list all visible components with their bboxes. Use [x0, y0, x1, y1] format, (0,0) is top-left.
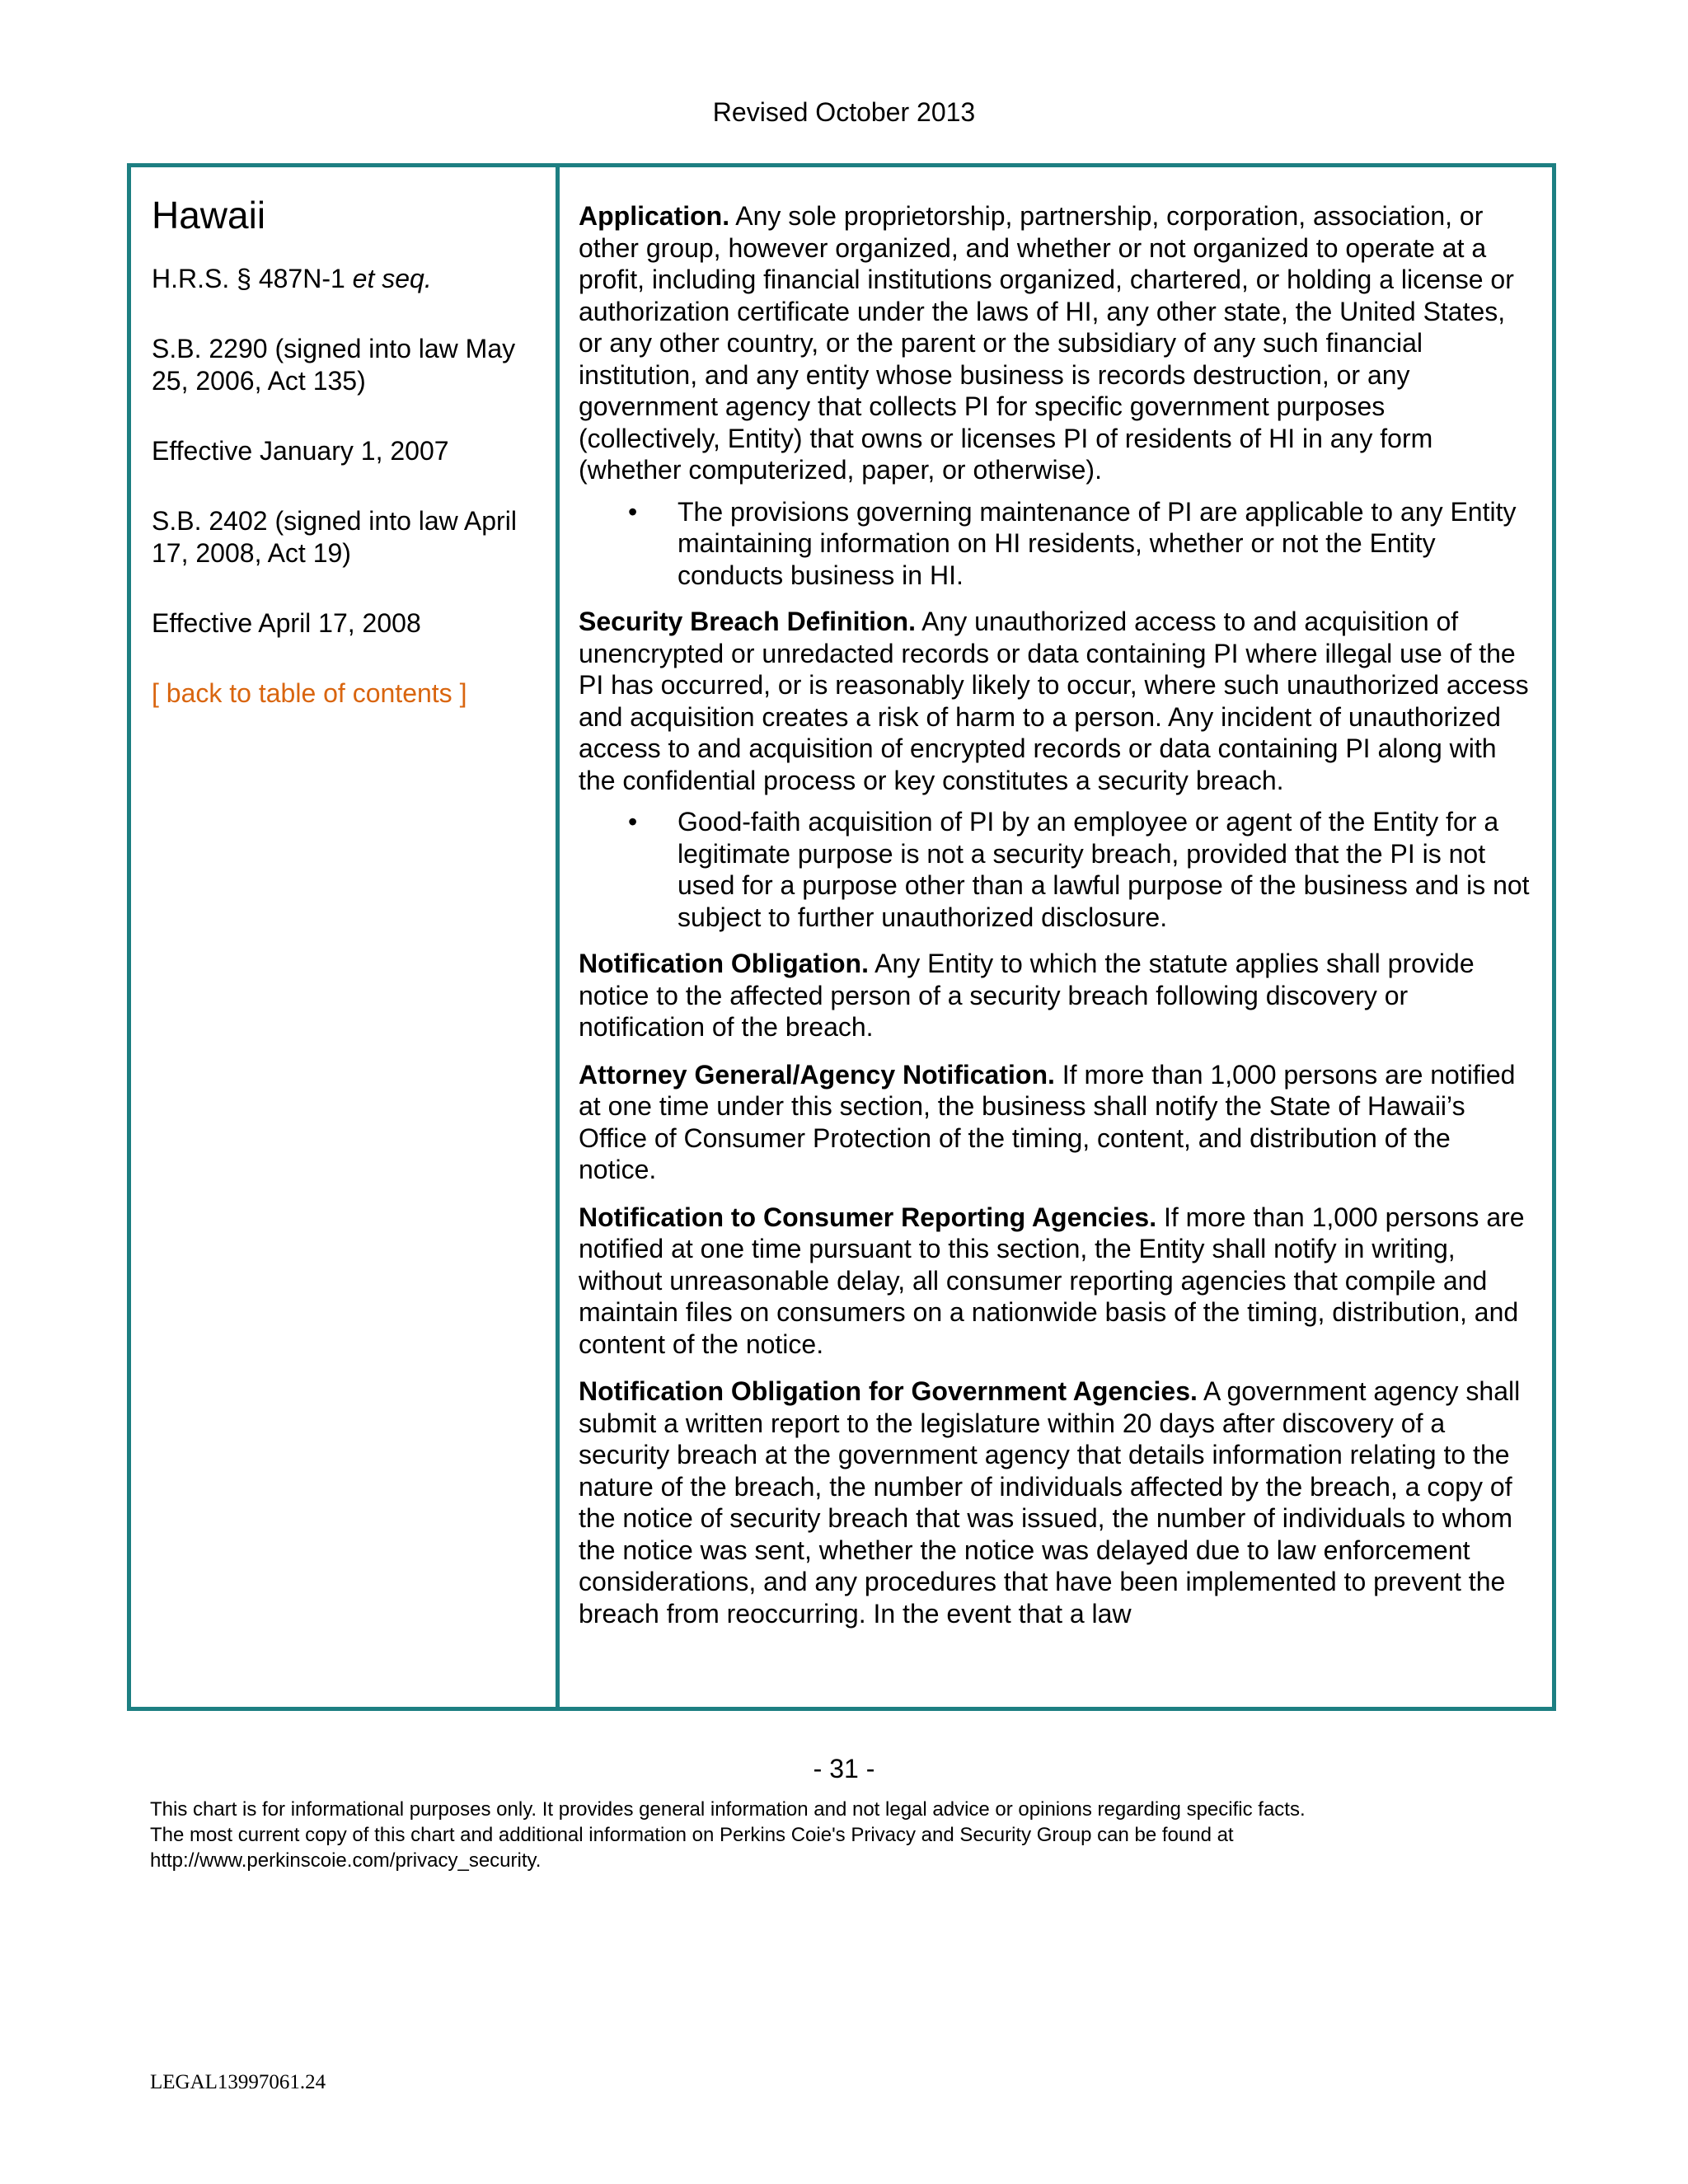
- disclaimer: [150, 1797, 1551, 1873]
- disclaimer-line: This chart is for informational purposes only. It provides general information and not legal advice or opinions regarding specific facts.: [150, 1798, 1306, 1821]
- effective-date-1: Effective January 1, 2007: [152, 436, 449, 466]
- page-number: - 31 -: [813, 1754, 875, 1783]
- bill-2402: S.B. 2402 (signed into law April 17, 2008, Act 19): [152, 506, 517, 568]
- notification-text: Any Entity to which the statute applies shall provide notice to the affected person of a security breach following discovery or notification of the breach.: [579, 949, 1475, 1042]
- back-to-contents-link[interactable]: [ back to table of contents ]: [152, 678, 467, 708]
- cra-text: If more than 1,000 persons are notified at one time pursuant to this section, the Entity shall notify in writing, without unreasonable delay, all consumer reporting agencies that compile and maintain files on consumers on a nationwide basis of the timing, distribution, and content of the notice.: [579, 1202, 1525, 1359]
- gov-heading: Notification Obligation for Government Agencies.: [579, 1376, 1198, 1406]
- breach-text: Any unauthorized access to and acquisition of unencrypted or unredacted records or data containing PI where illegal use of the PI has occurred, or is reasonably likely to occur, where such unauthorized access and acquisition creates a risk of harm to a person. Any incident of unauthorized access to and acquisition of encrypted records or data containing PI along with the confidential process or key constitutes a security breach.: [579, 607, 1529, 795]
- cra-heading: Notification to Consumer Reporting Agencies.: [579, 1202, 1157, 1232]
- breach-bullet: • Good-faith acquisition of PI by an employee or agent of the Entity for a legitimate purpose is not a security breach, provided that the PI is not used for a purpose other than a lawful purpose of the business and is not subject to further unauthorized disclosure.: [678, 806, 1534, 933]
- cra-section: [579, 1202, 1534, 1361]
- ag-section: [579, 1059, 1534, 1186]
- bill-2290: S.B. 2290 (signed into law May 25, 2006, Act 135): [152, 334, 516, 396]
- application-section: [579, 200, 1534, 486]
- state-info-column: [131, 167, 560, 1707]
- document-id: LEGAL13997061.24: [150, 2071, 326, 2093]
- effective-date-2: Effective April 17, 2008: [152, 608, 421, 638]
- notification-heading: Notification Obligation.: [579, 949, 869, 978]
- application-text: Any sole proprietorship, partnership, corporation, association, or other group, however organized, and whether or not organized to operate at a profit, including financial institutions organized, chartered, or holding a license or authorization certificate under the laws of HI, any other state, the United States, or any other country, or the parent or the subsidiary of any such financial institution, and any entity whose business is records destruction, or any government agency that collects PI for specific government purposes (collectively, Entity) that owns or licenses PI of residents of HI in any form (whether computerized, paper, or otherwise).: [579, 201, 1514, 485]
- disclaimer-line: The most current copy of this chart and additional information on Perkins Coie's Privacy and Security Group can be found at: [150, 1824, 1234, 1846]
- notification-section: [579, 948, 1534, 1043]
- revised-date: Revised October 2013: [712, 97, 976, 127]
- gov-text: A government agency shall submit a written report to the legislature within 20 days after discovery of a security breach at the government agency that details information relating to the nature of the breach, the number of individuals affected by the breach, a copy of the notice of security breach that was issued, the number of individuals to whom the notice was sent, whether the notice was delayed due to law enforcement considerations, and any procedures that have been implemented to prevent the breach from reoccurring. In the event that a law: [579, 1376, 1521, 1629]
- breach-bullets: [579, 806, 1534, 933]
- application-bullet: • The provisions governing maintenance of PI are applicable to any Entity maintaining information on HI residents, whether or not the Entity conducts business in HI.: [678, 496, 1534, 592]
- breach-section: [579, 606, 1534, 796]
- citation-text: H.R.S. § 487N-1: [152, 264, 353, 293]
- state-law-table: [127, 163, 1556, 1711]
- breach-heading: Security Breach Definition.: [579, 607, 916, 636]
- statute-details-column: [560, 167, 1552, 1707]
- ag-text: If more than 1,000 persons are notified at one time under this section, the business shall notify the State of Hawaii’s Office of Consumer Protection of the timing, content, and distribution of the notice.: [579, 1059, 1516, 1184]
- state-name: Hawaii: [152, 194, 266, 237]
- gov-section: [579, 1376, 1534, 1629]
- application-bullets: [579, 496, 1534, 592]
- application-heading: Application.: [579, 201, 730, 231]
- statute-citation: [152, 263, 537, 295]
- disclaimer-url: http://www.perkinscoie.com/privacy_security.: [150, 1849, 542, 1872]
- ag-heading: Attorney General/Agency Notification.: [579, 1059, 1055, 1090]
- citation-italic: et seq.: [352, 264, 432, 293]
